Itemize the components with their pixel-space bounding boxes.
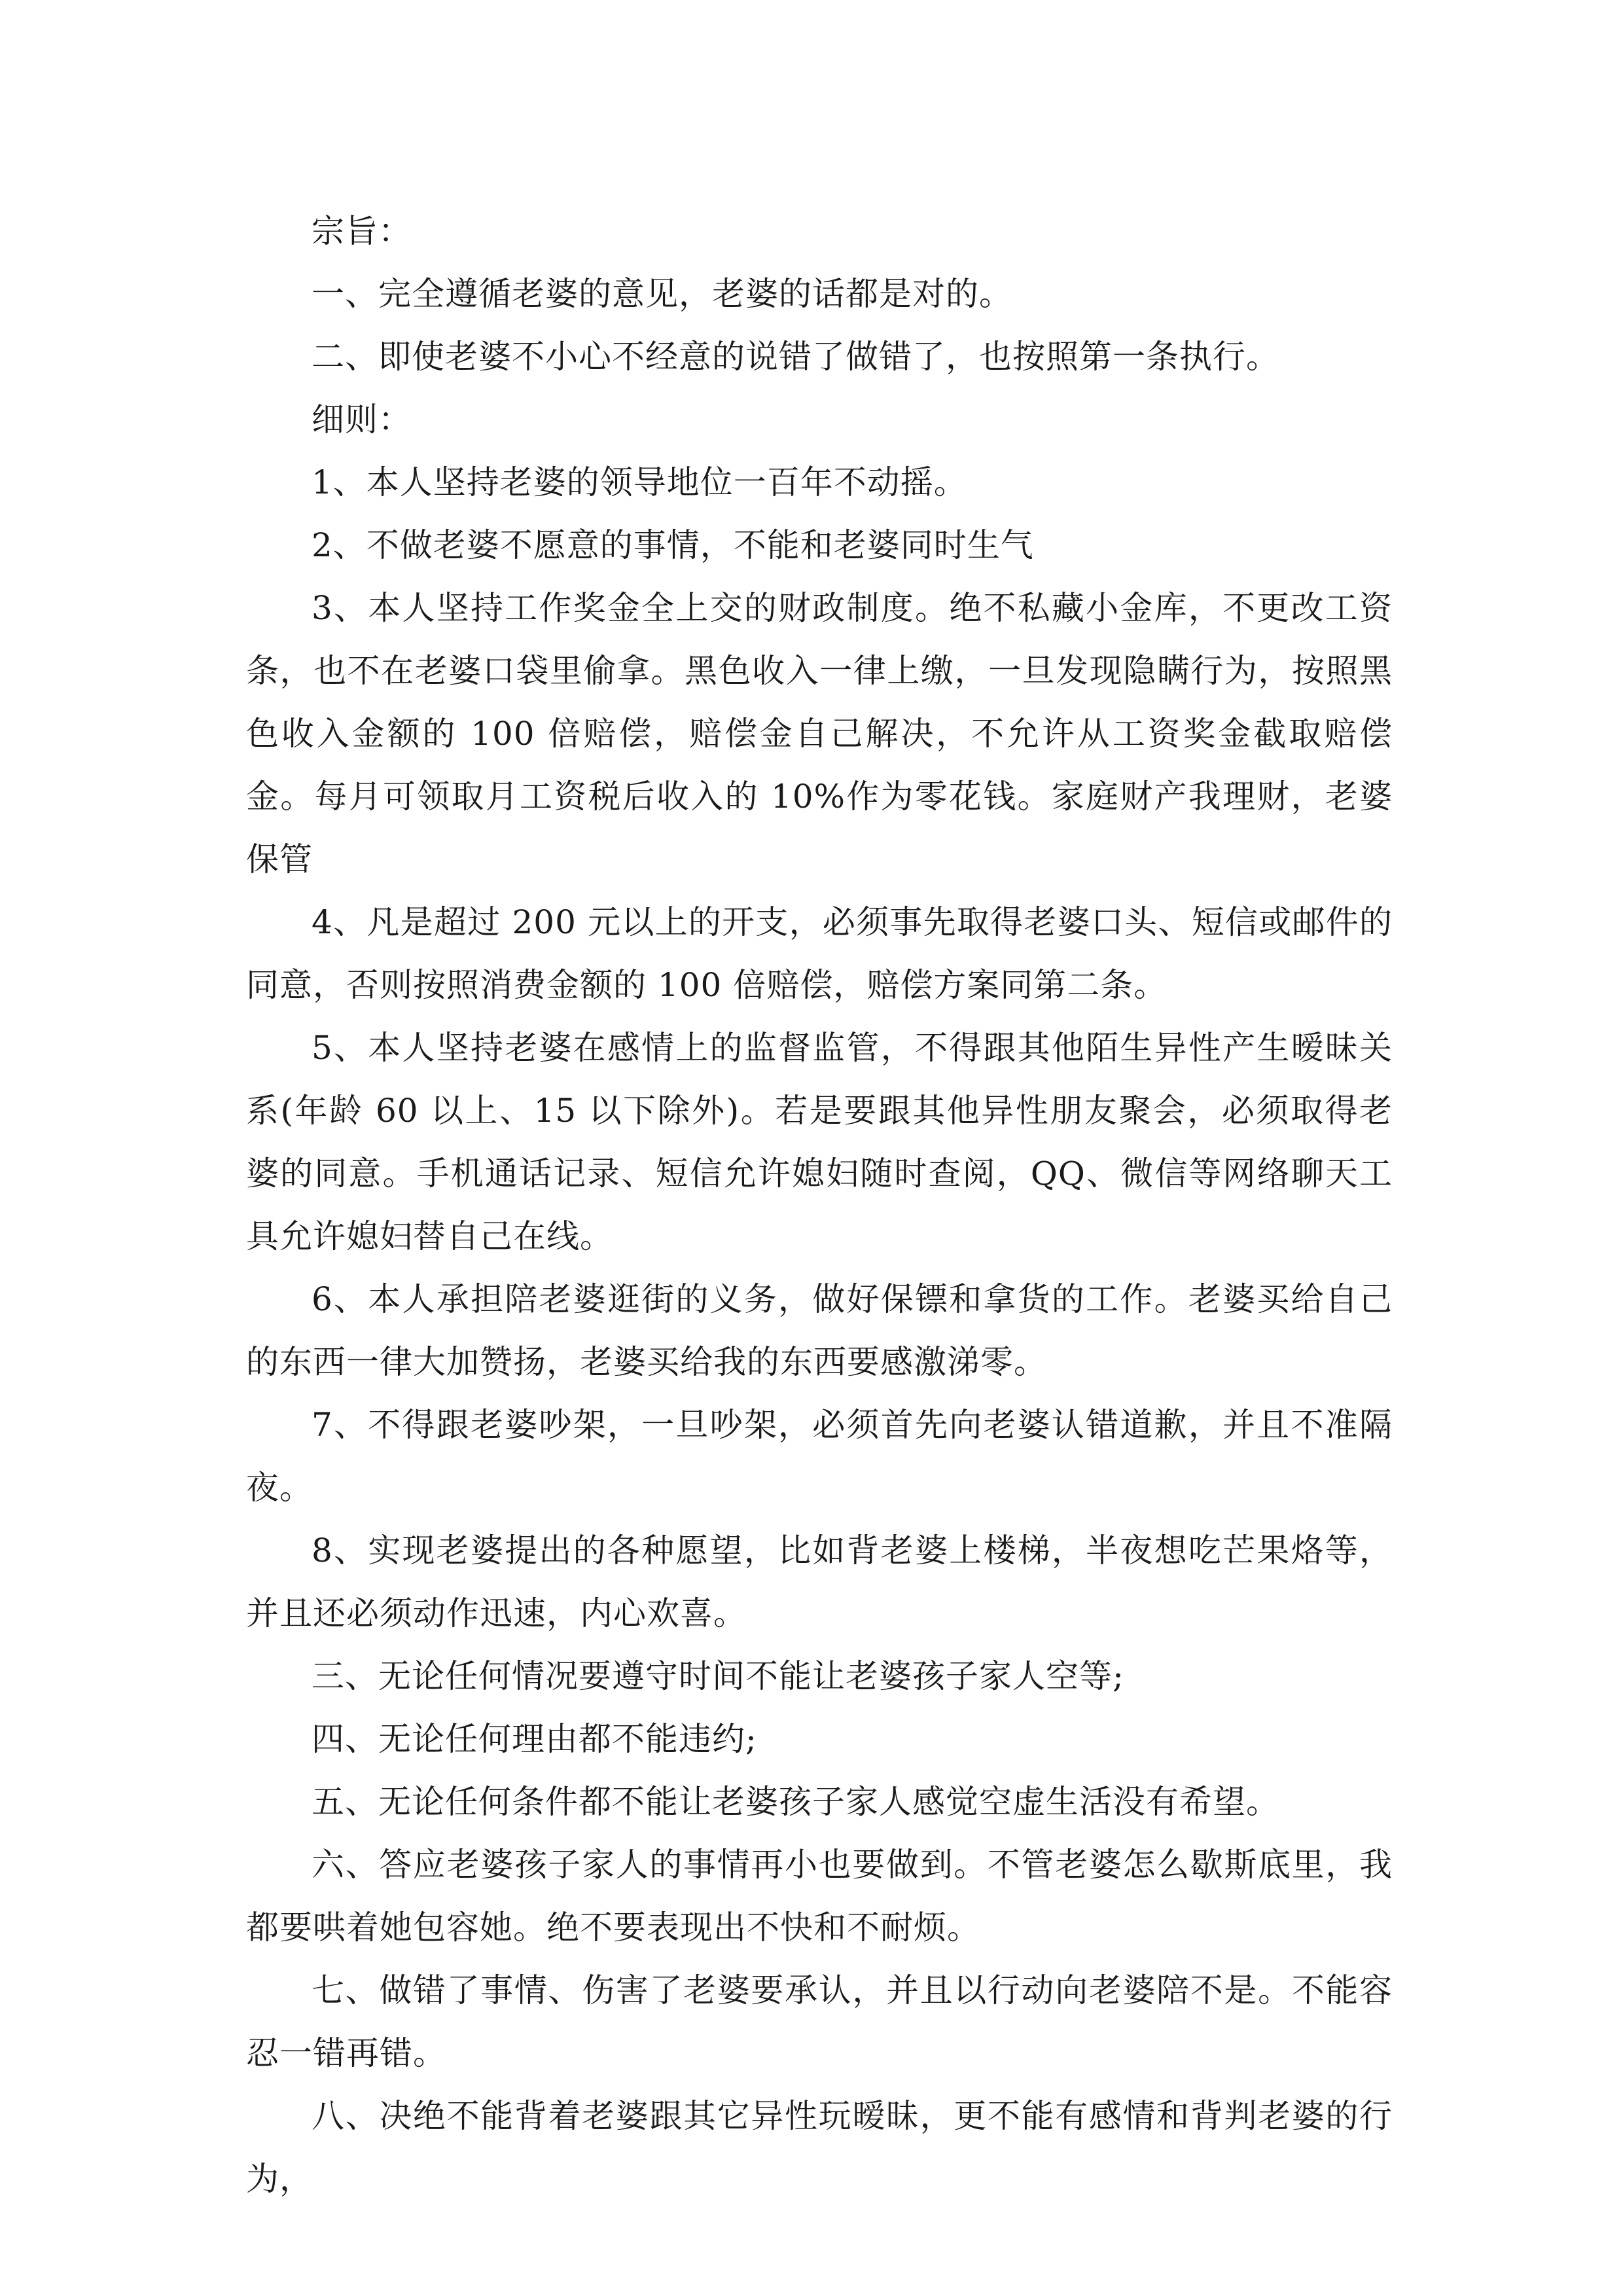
heading-purpose: 宗旨： [312, 212, 412, 250]
purpose-item-2: 二、即使老婆不小心不经意的说错了做错了，也按照第一条执行。 [312, 338, 1279, 376]
section-5: 五、无论任何条件都不能让老婆孩子家人感觉空虚生活没有希望。 [312, 1783, 1279, 1821]
purpose-item-1: 一、完全遵循老婆的意见，老婆的话都是对的。 [312, 275, 1012, 313]
rule-7: 7、不得跟老婆吵架，一旦吵架，必须首先向老婆认错道歉，并且不准隔夜。 [246, 1406, 1393, 1507]
document-body [246, 200, 1393, 2210]
rule-6: 6、本人承担陪老婆逛街的义务，做好保镖和拿货的工作。老婆买给自己的东西一律大加赞扬，老婆买给我的东西要感激涕零。 [246, 1280, 1393, 1381]
section-8: 八、决绝不能背着老婆跟其它异性玩暧昧，更不能有感情和背判老婆的行为， [246, 2097, 1393, 2198]
rule-5: 5、本人坚持老婆在感情上的监督监管，不得跟其他陌生异性产生暧昧关系(年龄 60 以上、15 以下除外)。若是要跟其他异性朋友聚会，必须取得老婆的同意。手机通话记录、短信允许媳妇随时查阅，QQ、微信等网络聊天工具允许媳妇替自己在线。 [246, 1029, 1393, 1255]
rule-1: 1、本人坚持老婆的领导地位一百年不动摇。 [312, 463, 967, 501]
rule-8: 8、实现老婆提出的各种愿望，比如背老婆上楼梯，半夜想吃芒果烙等，并且还必须动作迅速，内心欢喜。 [246, 1532, 1393, 1632]
rule-2: 2、不做老婆不愿意的事情，不能和老婆同时生气 [312, 526, 1034, 564]
section-3: 三、无论任何情况要遵守时间不能让老婆孩子家人空等; [312, 1657, 1124, 1695]
rule-4: 4、凡是超过 200 元以上的开支，必须事先取得老婆口头、短信或邮件的同意，否则按照消费金额的 100 倍赔偿，赔偿方案同第二条。 [246, 903, 1393, 1004]
rule-3: 3、本人坚持工作奖金全上交的财政制度。绝不私藏小金库，不更改工资条，也不在老婆口袋里偷拿。黑色收入一律上缴，一旦发现隐瞒行为，按照黑色收入金额的 100 倍赔偿，赔偿金自己解决，不允许从工资奖金截取赔偿金。每月可领取月工资税后收入的 10%作为零花钱。家庭财产我理财，老婆保管 [246, 589, 1393, 878]
section-7: 七、做错了事情、伤害了老婆要承认，并且以行动向老婆陪不是。不能容忍一错再错。 [246, 1971, 1393, 2072]
heading-rules: 细则： [312, 401, 412, 439]
section-6: 六、答应老婆孩子家人的事情再小也要做到。不管老婆怎么歇斯底里，我都要哄着她包容她。绝不要表现出不快和不耐烦。 [246, 1846, 1393, 1946]
section-4: 四、无论任何理由都不能违约; [312, 1720, 757, 1758]
